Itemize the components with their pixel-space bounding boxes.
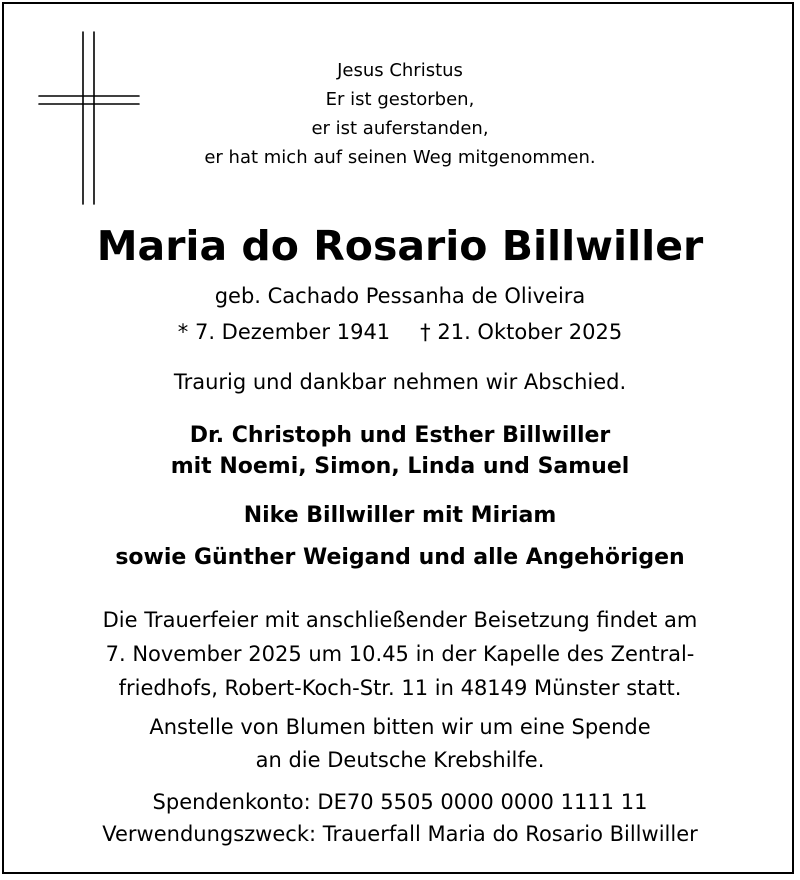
service-line: 7. November 2025 um 10.45 in der Kapelle des Zentral- (105, 642, 695, 666)
donation-account (0, 786, 800, 850)
funeral-service-info (0, 603, 800, 705)
mourner-line: sowie Günther Weigand und alle Angehörigen (115, 545, 685, 570)
service-line: Die Trauerfeier mit anschließender Beisetzung findet am (102, 608, 698, 632)
motto-line: er hat mich auf seinen Weg mitgenommen. (204, 147, 596, 168)
donation-line: an die Deutsche Krebshilfe. (255, 748, 545, 772)
service-line: friedhofs, Robert-Koch-Str. 11 in 48149 Münster statt. (118, 676, 682, 700)
mourner-line: Dr. Christoph und Esther Billwiller (189, 423, 611, 448)
motto-line: er ist auferstanden, (311, 118, 489, 139)
account-iban: Spendenkonto: DE70 5505 0000 0000 1111 11 (152, 790, 648, 814)
deceased-name: Maria do Rosario Billwiller (96, 222, 704, 270)
death-date: † 21. Oktober 2025 (420, 320, 623, 344)
scripture-motto (150, 56, 650, 172)
motto-line: Jesus Christus (337, 60, 463, 81)
account-reference: Verwendungszweck: Trauerfall Maria do Rosario Billwiller (102, 822, 698, 846)
birth-date: * 7. Dezember 1941 (177, 320, 391, 344)
life-dates (0, 318, 800, 346)
mourner-line: mit Noemi, Simon, Linda und Samuel (170, 454, 630, 479)
cross-icon (36, 30, 142, 206)
birth-name: geb. Cachado Pessanha de Oliveira (214, 284, 586, 308)
donation-request (0, 711, 800, 777)
mourner-line: Nike Billwiller mit Miriam (243, 503, 557, 528)
motto-line: Er ist gestorben, (325, 89, 475, 110)
farewell-text: Traurig und dankbar nehmen wir Abschied. (173, 370, 627, 394)
donation-line: Anstelle von Blumen bitten wir um eine Spende (149, 715, 651, 739)
mourners-list (0, 420, 800, 573)
